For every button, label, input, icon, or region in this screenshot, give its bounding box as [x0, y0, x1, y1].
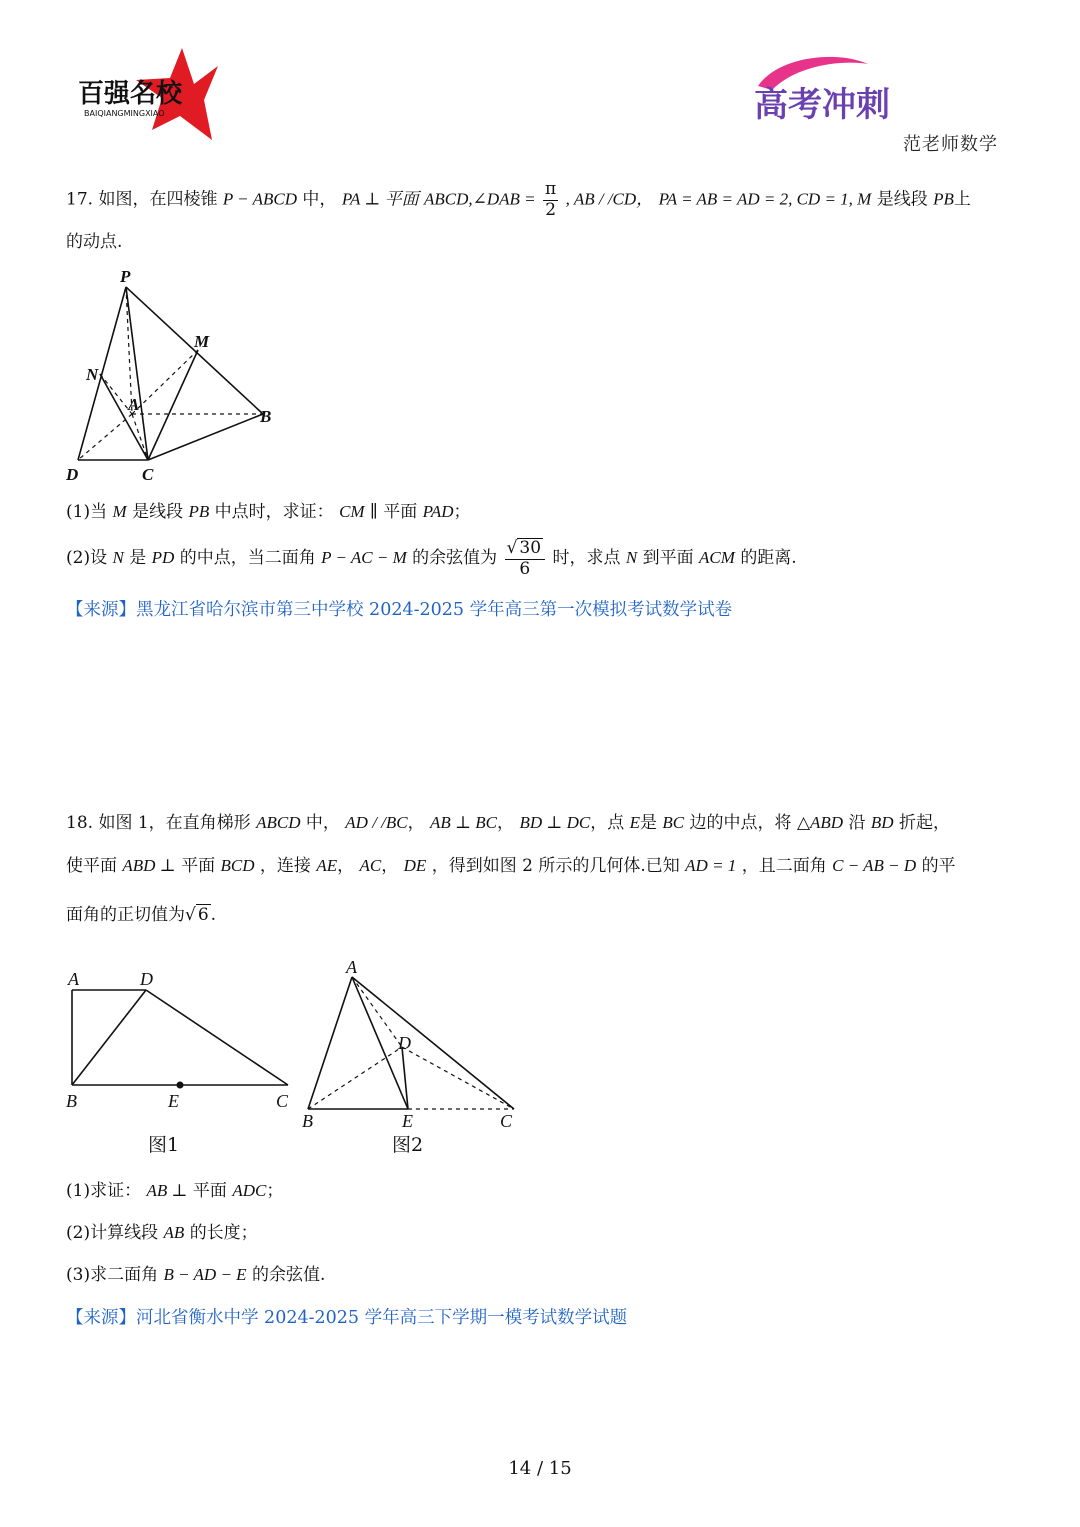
q17-sub2-n: N [112, 548, 124, 568]
label-d: D [66, 465, 79, 484]
q17-sub2-is: 是 [129, 548, 147, 569]
fig2-label-a: A [346, 957, 357, 977]
fig1-label-e: E [168, 1091, 179, 1111]
q18-figure-1 [60, 965, 300, 1160]
q17-line2: 的动点. [66, 232, 123, 252]
q18-l1-c1: AD / /BC [345, 813, 408, 832]
q18-l1-c2: AB ⊥ BC [430, 813, 498, 832]
q18-l1-s1: ， [407, 813, 425, 833]
q18-l2-b: 平面 [181, 856, 216, 876]
q18-sub1-adc: ADC [232, 1181, 267, 1200]
q18-sub3-prefix: (3)求二面角 [66, 1265, 159, 1285]
q18-sub3 [66, 1265, 325, 1285]
q18-sub1-plane: 平面 [192, 1181, 227, 1201]
logo-left-text: 百强名校 [78, 79, 183, 109]
label-b: B [260, 407, 272, 426]
q18-line3: 面角的正切值为√ 6 . [66, 905, 217, 925]
q17-shang: 上 [953, 189, 971, 210]
q17-pb: PB [933, 189, 954, 209]
q18-l1-s3: ，点 [590, 813, 625, 833]
q17-plane: ABCD,∠DAB = [423, 189, 536, 209]
fig2-label-d: D [398, 1033, 411, 1053]
q17-sub1-prefix: (1)当 [66, 502, 108, 522]
edge-ed [402, 1047, 408, 1109]
q17-zhong: 中， [302, 189, 337, 210]
q18-l1-d: 是 [640, 813, 657, 833]
q18-l1-a: 如图 1，在直角梯形 [98, 813, 251, 833]
q17-sub2-text2: 的余弦值为 [412, 548, 498, 569]
fig1-label-b: B [66, 1091, 77, 1111]
q17-sub1-text: 中点时，求证： [214, 502, 334, 522]
pi-over-2-fraction [543, 180, 558, 220]
q18-l2-a: 使平面 [66, 856, 117, 876]
q18-sub2-prefix: (2)计算线段 [66, 1223, 159, 1243]
q18-l2-d: ，得到如图 2 所示的几何体.已知 [431, 856, 680, 876]
q18-l2-bcd: BCD [220, 856, 255, 875]
q18-sub2 [66, 1223, 258, 1243]
q17-pyramid-figure [60, 262, 290, 487]
q18-l3-b: . [210, 905, 217, 925]
q18-l1-f: 边的中点，将 [689, 813, 792, 833]
q18-figure-2 [298, 955, 523, 1160]
q18-sub3-end: 的余弦值. [251, 1265, 326, 1285]
fig2-label-b: B [302, 1111, 313, 1131]
q17-sub2-text3: 时，求点 [552, 548, 621, 569]
q18-source: 【来源】河北省衡水中学 2024-2025 学年高三下学期一模考试数学试题 [66, 1308, 628, 1328]
pi-numerator: π [545, 179, 557, 199]
q17-source: 【来源】黑龙江省哈尔滨市第三中学校 2024-2025 学年高三第一次模拟考试数学试卷 [66, 600, 733, 620]
q18-sub2-ab: AB [163, 1223, 185, 1242]
q18-line1 [66, 813, 950, 833]
q17-sub2-text1: 的中点，当二面角 [179, 548, 316, 569]
q18-l2-ac: AC [359, 856, 382, 875]
q18-sub2-end: 的长度； [189, 1223, 258, 1243]
teacher-name: 范老师数学 [903, 134, 998, 155]
q18-l1-s2: ， [497, 813, 515, 833]
q17-sub1-plane: 平面 [383, 502, 418, 522]
q17-sub1-cm: CM [339, 502, 365, 521]
q18-l2-de: DE [403, 856, 427, 875]
logo-left-sub: BAIQIANGMINGXIAO [84, 109, 165, 118]
q17-sub1 [66, 502, 471, 522]
q17-sub2-text5: 的距离. [740, 548, 797, 569]
cos-fraction [505, 538, 545, 579]
q17-sub2-pd: PD [151, 548, 175, 568]
sqrt-6: 6 [197, 905, 209, 925]
q17-sub2-n2: N [625, 548, 638, 568]
q17-number: 17. [66, 189, 94, 210]
edge-ac [352, 977, 514, 1109]
label-a: A [128, 395, 140, 414]
fig1-label-c: C [276, 1091, 289, 1111]
q17-sub2-text4: 到平面 [642, 548, 694, 569]
q18-l1-b: 中， [305, 813, 340, 833]
q17-sub1-mid: 是线段 [132, 502, 184, 522]
q18-l1-h: 折起， [898, 813, 950, 833]
q17-sub2-angle: P − AC − M [321, 548, 407, 568]
q17-sub1-m: M [112, 502, 127, 521]
q18-sub1 [66, 1181, 283, 1201]
q17-sub1-pb: PB [188, 502, 210, 521]
point-e [177, 1082, 184, 1089]
q17-sub2-prefix: (2)设 [66, 548, 108, 569]
edge-am [132, 350, 198, 414]
edge-bd [308, 1047, 402, 1109]
edge-dc [402, 1047, 514, 1109]
q18-number: 18. [66, 813, 94, 833]
q18-l2-ad: AD = 1 [685, 856, 737, 875]
q18-sub1-prefix: (1)求证： [66, 1181, 142, 1201]
page-number: 14 / 15 [508, 1458, 572, 1479]
cos-numerator: √ 30 [505, 538, 545, 560]
q17-sub1-end: ； [453, 502, 471, 522]
q17-lengths: PA = AB = AD = 2, CD = 1, M [658, 189, 872, 209]
q17-sub1-parallel: ∥ [369, 502, 378, 522]
q18-l2-angle: C − AB − D [832, 856, 917, 875]
q17-sub2-acm: ACM [699, 548, 735, 568]
edge-nc [100, 374, 148, 460]
q18-l1-c3: BD ⊥ DC [519, 813, 591, 832]
edge-ad [78, 414, 132, 460]
brand-logo [748, 50, 898, 130]
q17-intro: 如图，在四棱锥 [98, 189, 218, 210]
q17-cond: , AB / /CD， [565, 189, 654, 209]
edge-dc [146, 990, 288, 1085]
fig2-label-e: E [402, 1111, 413, 1131]
q17-sub1-pad: PAD [422, 502, 454, 521]
fig2-label-c: C [500, 1111, 513, 1131]
fig1-label-a: A [68, 969, 79, 989]
q17-tail: 是线段 [876, 189, 928, 210]
two-denominator: 2 [545, 199, 557, 220]
q18-l2-s1: ， [337, 856, 355, 876]
sqrt-30: 30 [519, 538, 542, 558]
q18-l2-s2: ， [381, 856, 399, 876]
q18-line2 [66, 856, 956, 876]
q17-line1 [66, 180, 971, 220]
q17-sub2 [66, 538, 797, 579]
q18-l2-f: 的平 [921, 856, 956, 876]
q18-l1-bd: BD [870, 813, 894, 832]
logo-right-text: 高考冲刺 [754, 85, 890, 125]
q17-pa-perp: PA ⊥ 平面 [341, 189, 419, 209]
label-m: M [194, 332, 210, 351]
label-c: C [142, 465, 154, 484]
q18-l1-tri: △ABD [796, 813, 844, 832]
q18-l1-bc: BC [662, 813, 685, 832]
fig1-caption: 图1 [148, 1134, 180, 1156]
label-p: P [120, 267, 131, 286]
fig2-caption: 图2 [392, 1134, 424, 1156]
q18-l2-abd: ABD ⊥ [122, 856, 176, 875]
edge-bd [72, 990, 146, 1085]
q18-sub3-angle: B − AD − E [163, 1265, 247, 1284]
q18-l1-g: 沿 [848, 813, 866, 833]
q18-l2-c: ，连接 [259, 856, 311, 876]
label-n: N [86, 365, 99, 384]
edge-pc [126, 287, 148, 460]
q18-l1-abcd: ABCD [256, 813, 301, 832]
q18-l1-e: E [629, 813, 640, 832]
q18-l2-e: ，且二面角 [741, 856, 827, 876]
edge-ab [308, 977, 352, 1109]
fig1-label-d: D [140, 969, 153, 989]
cos-denominator: 6 [519, 558, 531, 579]
q18-sub1-ab: AB ⊥ [146, 1181, 188, 1200]
q17-pyramid: P − ABCD [222, 189, 297, 209]
q18-l3-a: 面角的正切值为 [66, 905, 185, 925]
school-logo [70, 44, 220, 144]
q18-sub1-end: ； [266, 1181, 284, 1201]
q18-l2-ae: AE [316, 856, 338, 875]
